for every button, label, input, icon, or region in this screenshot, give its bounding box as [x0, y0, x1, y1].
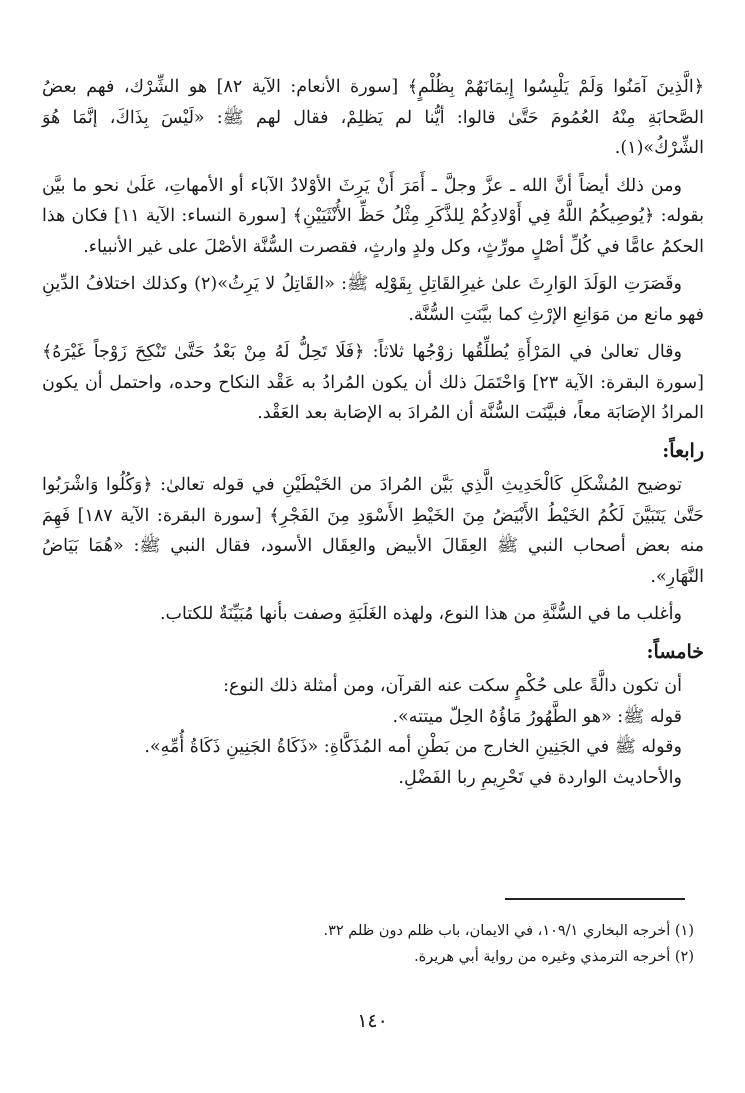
paragraph-fourth-b: وأغلب ما في السُّنَّةِ من هذا النوع، ولهذه الغَلَبَةِ وصفت بأنها مُبَيِّنَةٌ للكتاب. — [159, 604, 682, 624]
paragraph-4: وقال تعالىٰ في المَرْأَةِ يُطلِّقُها زوْجُها ثلاثاً: ﴿فَلَا تَحِلُّ لَهُ مِنْ بَعْدُ حَتَّىٰ تَنْكِحَ زَوْجاً غَيْرَهُ﴾ [سورة البقرة: الآية ٢٣] وَاحْتَمَلَ ذلك أن يكون المُرادُ به عَقْد النكاح وحده، واحتمل أن يكون المرادُ الإصَابَة معاً، فبيَّنَت السُّنَّة أن المُرادَ به الإصَابة بعد العَقْد. — [42, 342, 704, 423]
paragraph-1: ﴿الَّذِينَ آمَنُوا وَلَمْ يَلْبِسُوا إِيمَانَهُمْ بِظُلْمٍ﴾ [سورة الأنعام: الآية ٨٢] هو الشِّرْك، فهم بعضُ الصَّحابَةِ مِنْهُ العُمُومَ حَتَّىٰ قالوا: أيُّنا لم يَظلِمْ، فقال لهم ﷺ: «لَيْسَ بِذَاكَ، إنَّمَا هُوَ الشِّرْكُ»(١). — [42, 77, 704, 158]
footnote-2: (٢) أخرجه الترمذي وغيره من رواية أبي هريرة. — [414, 949, 694, 965]
paragraph-fourth-a: توضيح المُشْكَلِ كَالْحَدِيثِ الَّذِي بَيَّن المُرادَ من الخَيْطَيْنِ في قوله تعالىٰ: ﴿وَكُلُوا وَاشْرَبُوا حَتَّىٰ يَتَبَيَّنَ لَكُمُ الخَيْطُ الأَبْيَضُ مِنَ الخَيْطِ الأَسْوَدِ مِنَ الفَجْرِ﴾ [سورة البقرة: الآية ١٨٧] فَهِمَ منه بعض أصحاب النبي ﷺ العِقَالَ الأبيض والعِقَال الأسود، فقال النبي ﷺ: «هُمَا بَيَاضُ النَّهَارِ». — [42, 475, 704, 587]
footnote-1: (١) أخرجه البخاري ١٠٩/١، في الايمان، باب ظلم دون ظلم ٣٢. — [323, 923, 694, 939]
paragraph-3: وقَصَرَتِ الوَلَدَ الوَارِثَ علىٰ غيرِالقَاتِلِ بِقَوْلِه ﷺ: «القَاتِلُ لا يَرِثُ»(٢) وكذلك اختلافُ الدِّينِ فهو مانع من مَوَانِعِ الإرْثِ كما بيَّنَتِ السُّنَّة. — [42, 274, 704, 325]
main-text — [42, 72, 704, 793]
heading-fifth: خامساً: — [646, 640, 704, 663]
fifth-line-1: أن تكون دالَّةً على حُكْمٍ سكت عنه القرآن، ومن أمثلة ذلك النوع: — [223, 676, 682, 696]
footnote-separator — [505, 898, 685, 900]
fifth-line-2: قوله ﷺ: «هو الطَّهُورُ مَاؤُهُ الحِلّ ميتته». — [392, 706, 682, 727]
fifth-line-3: وقوله ﷺ في الجَنِينِ الخارج من بَطْنِ أمه المُذَكَّاةِ: «ذَكَاةُ الجَنِينِ ذَكَاةُ أُمِّهِ». — [144, 737, 682, 757]
page-number: ١٤٠ — [357, 1010, 388, 1032]
heading-fourth: رابعاً: — [662, 439, 704, 462]
fifth-line-4: والأحاديث الواردة في تَحْرِيمِ ربا الفَضْلِ. — [398, 767, 682, 788]
paragraph-2: ومن ذلك أيضاً أنَّ الله ـ عزَّ وجلَّ ـ أَمَرَ أَنْ يَرِثَ الأوْلادُ الآباء أو الأمهاتِ، عَلَىٰ نحو ما بيَّن بقوله: ﴿يُوصِيكُمُ اللَّهُ فِي أَوْلادِكُمْ لِلذَّكَرِ مِثْلُ حَظِّ الأُنْثَيَيْنِ﴾ [سورة النساء: الآية ١١] فكان هذا الحكمُ عامًّا في كُلِّ أصْلٍ مورِّثٍ، وكل ولدٍ وارثٍ، فقصرت السُّنَّة الأصْلَ على غير الأنبياء. — [42, 175, 704, 257]
footnotes — [42, 918, 694, 970]
